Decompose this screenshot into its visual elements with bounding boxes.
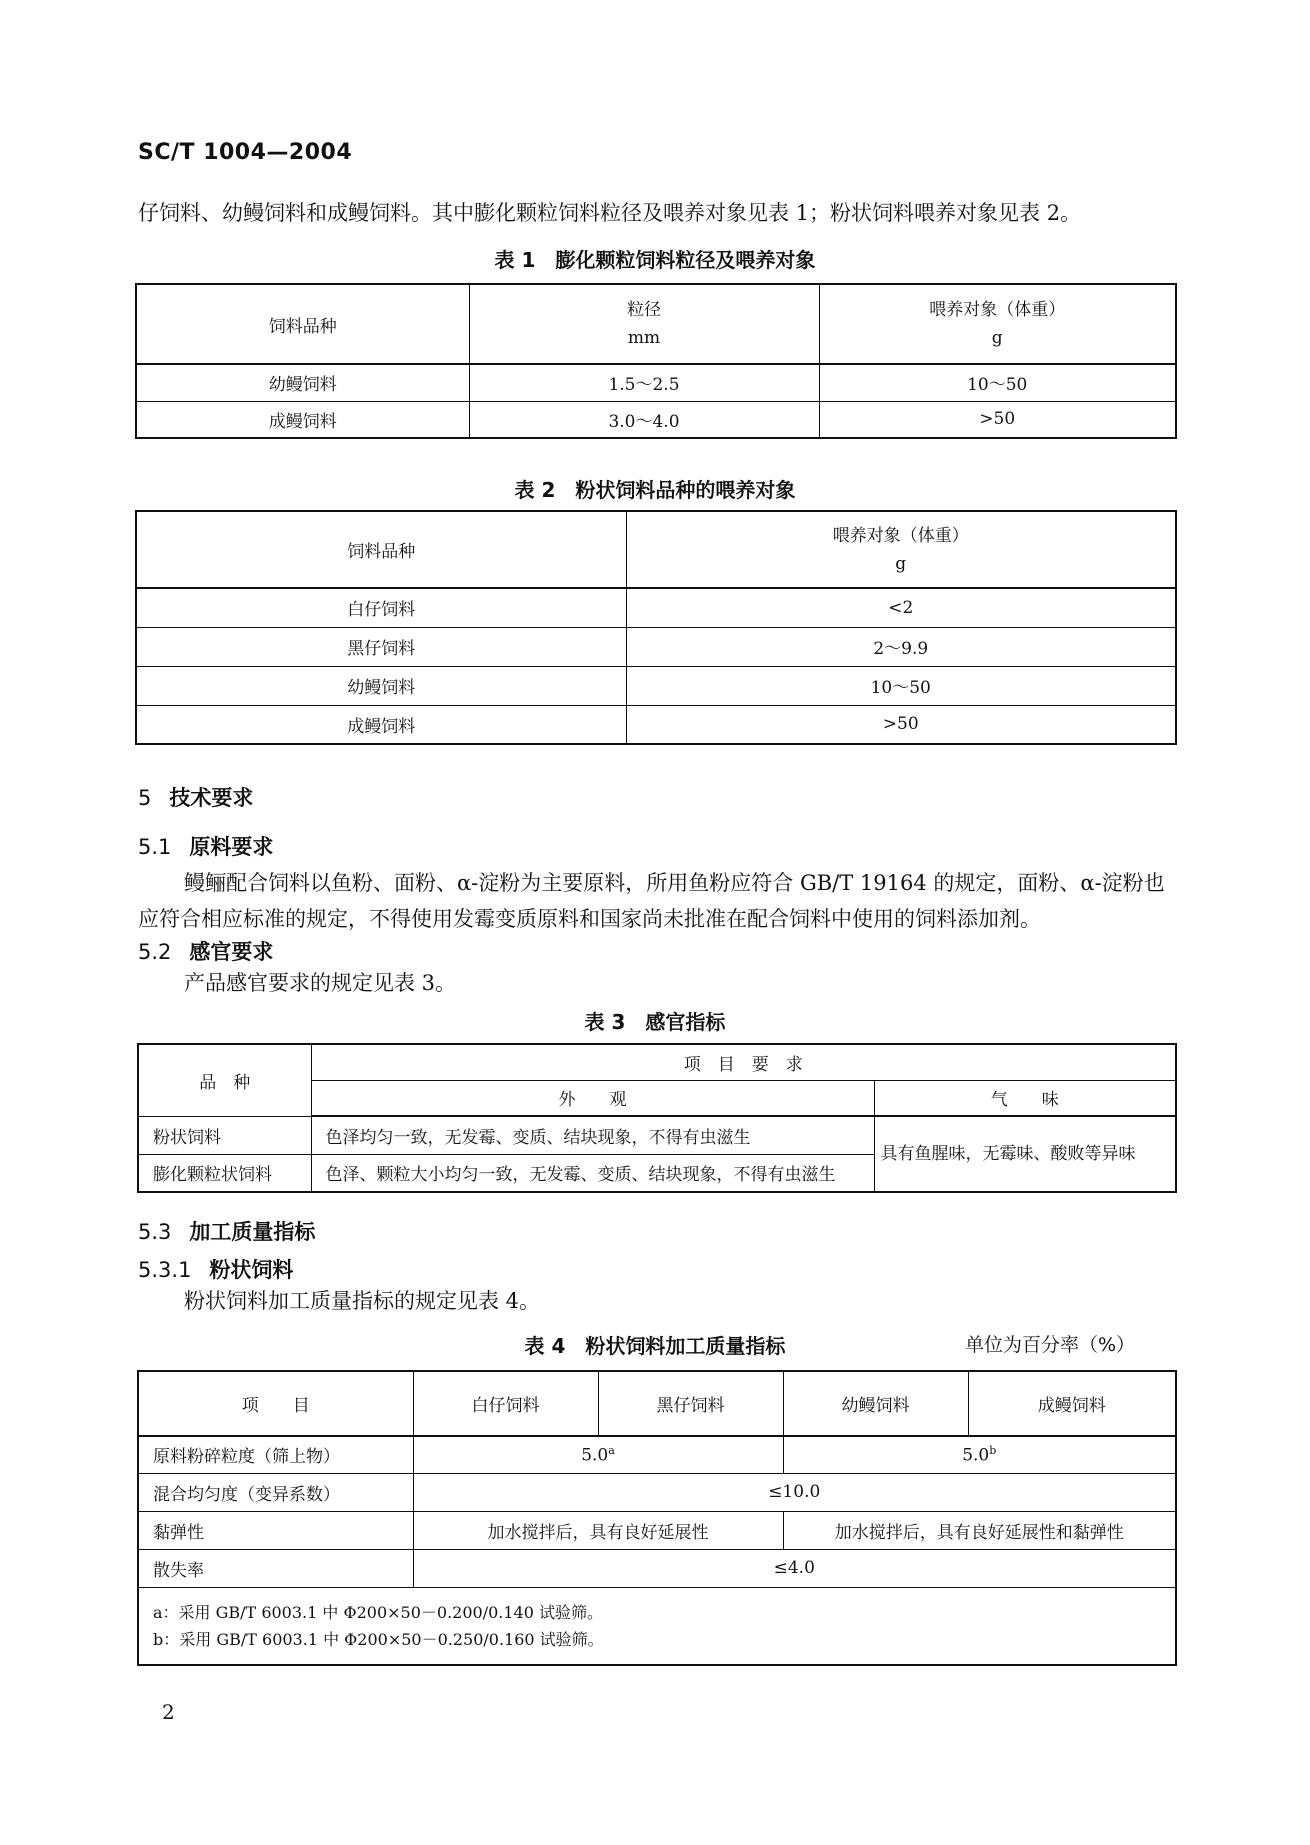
table2-cell: 幼鳗饲料 [136,666,626,705]
table4-cell: 原料粉碎粒度（筛上物） [138,1436,413,1473]
table1-cell: 3.0～4.0 [469,401,819,438]
table4-header-c2: 黑仔饲料 [598,1371,783,1436]
table4-cell: ≤10.0 [413,1473,1176,1511]
table3-header-variety: 品 种 [138,1044,311,1116]
table3-header-appearance: 外 观 [311,1080,874,1116]
table-row [138,1549,1176,1587]
table3-header-odor: 气 味 [874,1080,1176,1116]
intro-paragraph: 仔饲料、幼鳗饲料和成鳗饲料。其中膨化颗粒饲料粒径及喂养对象见表 1；粉状饲料喂养对象见表 2。 [138,201,1082,225]
table2 [135,510,1177,745]
table4-cell: 黏弹性 [138,1511,413,1549]
table3-header-requirements: 项 目 要 求 [311,1044,1176,1080]
table-row [138,1473,1176,1511]
section-5-2-heading: 5.2 感官要求 [138,940,274,964]
table2-header-target: 喂养对象（体重） g [626,511,1176,588]
table-row [136,705,1176,744]
table-row [136,401,1176,438]
table4-header-item: 项 目 [138,1371,413,1436]
table4-cell: 加水搅拌后，具有良好延展性和黏弹性 [783,1511,1176,1549]
table2-cell: <2 [626,588,1176,627]
table1-cell: 10～50 [819,364,1176,401]
section-5-3-1-text: 粉状饲料加工质量指标的规定见表 4。 [184,1289,541,1313]
table-row [136,627,1176,666]
footnote-b: b：采用 GB/T 6003.1 中 Φ200×50－0.250/0.160 试验筛。 [153,1629,604,1649]
table3-odor-cell: 具有鱼腥味，无霉味、酸败等异味 [874,1116,1176,1192]
table4-cell: 混合均匀度（变异系数） [138,1473,413,1511]
table3 [137,1043,1177,1193]
table2-cell: 黑仔饲料 [136,627,626,666]
table3-cell: 膨化颗粒状饲料 [138,1154,311,1192]
section-5-3-heading: 5.3 加工质量指标 [138,1220,316,1244]
section-5-1-heading: 5.1 原料要求 [138,835,274,859]
table4-cell: 加水搅拌后，具有良好延展性 [413,1511,783,1549]
table4-header-c3: 幼鳗饲料 [783,1371,968,1436]
table4-cell: ≤4.0 [413,1549,1176,1587]
page-number: 2 [162,1700,175,1724]
section-5-2-text: 产品感官要求的规定见表 3。 [184,971,457,995]
table4-cell: 5.0$^a$ [413,1436,783,1473]
table1-cell: 1.5～2.5 [469,364,819,401]
table4-header-c4: 成鳗饲料 [968,1371,1176,1436]
table3-cell: 色泽、颗粒大小均匀一致，无发霉、变质、结块现象，不得有虫滋生 [311,1154,874,1192]
table2-header-variety: 饲料品种 [136,511,626,588]
table4-caption: 表 4 粉状饲料加工质量指标 [524,1334,786,1358]
table4-unit-note: 单位为百分率（%） [965,1334,1136,1356]
table1-header-size: 粒径 mm [469,284,819,364]
table2-cell: >50 [626,705,1176,744]
table1-cell: 幼鳗饲料 [136,364,469,401]
table1-header-variety: 饲料品种 [136,284,469,364]
table4-cell: 5.0$^b$ [783,1436,1176,1473]
footnote-a: a：采用 GB/T 6003.1 中 Φ200×50－0.200/0.140 试验筛。 [153,1602,603,1622]
table4-header-c1: 白仔饲料 [413,1371,598,1436]
table-row [136,364,1176,401]
table2-cell: 10～50 [626,666,1176,705]
table1 [135,283,1177,439]
table2-cell: 成鳗饲料 [136,705,626,744]
table4-cell: 散失率 [138,1549,413,1587]
table4-footnotes [138,1587,1176,1665]
table1-cell: 成鳗饲料 [136,401,469,438]
table-row [136,666,1176,705]
section-5-3-1-heading: 5.3.1 粉状饲料 [138,1258,294,1282]
table-row [138,1116,1176,1154]
table3-caption: 表 3 感官指标 [584,1010,726,1034]
table-row [138,1436,1176,1473]
table1-cell: >50 [819,401,1176,438]
table2-caption: 表 2 粉状饲料品种的喂养对象 [514,478,796,502]
table-row [138,1511,1176,1549]
section-5-heading: 5 技术要求 [138,786,254,810]
table-row [136,588,1176,627]
table3-cell: 粉状饲料 [138,1116,311,1154]
table2-cell: 2～9.9 [626,627,1176,666]
table1-caption: 表 1 膨化颗粒饲料粒径及喂养对象 [494,248,816,272]
section-5-1-text: 鳗鲡配合饲料以鱼粉、面粉、α-淀粉为主要原料，所用鱼粉应符合 GB/T 19164 的规定，面粉、α-淀粉也应符合相应标准的规定，不得使用发霉变质原料和国家尚未批准在配合饲料中使用的饲料添加剂。 [138,871,1165,931]
table3-cell: 色泽均匀一致，无发霉、变质、结块现象，不得有虫滋生 [311,1116,874,1154]
table2-cell: 白仔饲料 [136,588,626,627]
standard-code-header: SC/T 1004—2004 [138,140,353,165]
table4 [137,1370,1177,1666]
table1-header-target: 喂养对象（体重） g [819,284,1176,364]
